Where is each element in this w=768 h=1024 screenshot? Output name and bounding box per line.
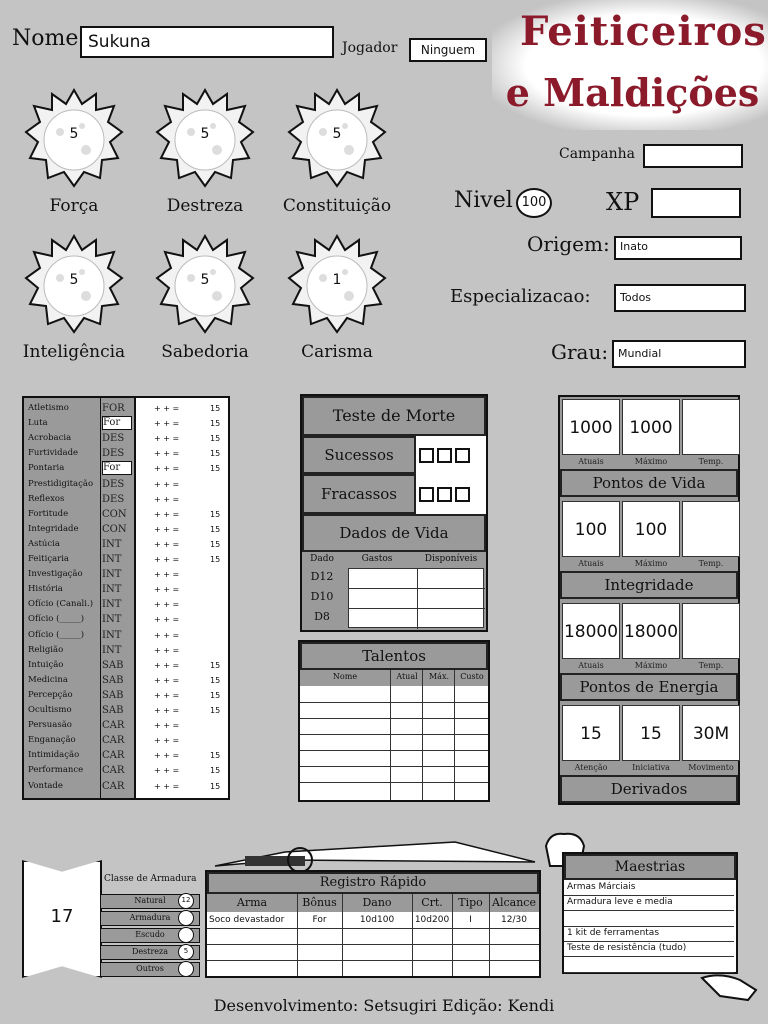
skill-row[interactable] [24,748,230,763]
skill-name: Ofício (_____) [28,614,85,625]
skill-modifiers: + + = [154,404,180,413]
skill-attribute: CON [102,508,127,520]
skill-row[interactable] [24,597,230,612]
skill-attribute: DES [102,448,125,460]
skill-modifiers: + + = [154,464,180,474]
stat-value[interactable]: 100 [622,501,680,557]
mastery-item[interactable]: Teste de resistência (tudo) [564,941,734,957]
skill-attribute: INT [102,599,122,611]
skill-row[interactable] [24,492,230,507]
quick-cell[interactable]: 12/30 [501,915,527,925]
skill-row[interactable] [24,703,230,718]
skill-attribute: INT [102,614,122,626]
quick-col-header: Alcance [492,896,536,909]
stats-panel [558,395,740,805]
mastery-item[interactable]: Armadura leve e media [564,895,734,911]
skill-attribute: CON [102,523,127,535]
grau-label: Grau: [551,340,609,364]
hitdice-col-disp: Disponíveis [424,554,478,564]
skill-modifiers: + + = [154,721,180,731]
skill-attribute: CAR [102,765,125,777]
quick-col-header: Arma [236,896,268,909]
nivel-label: Nivel [454,188,513,213]
armor-row: Natural [100,894,200,909]
name-label: Nome [12,26,79,51]
skill-row[interactable] [24,567,230,582]
skill-row[interactable] [24,461,230,476]
success-label: Sucessos [302,436,416,474]
talents-col-max: Máx. [428,672,449,681]
skill-name: Atletismo [28,403,69,413]
hitdice-d12: D12 [310,570,334,583]
skill-attribute: DES [102,493,125,505]
hitdice-col-dado: Dado [310,554,334,564]
title-line-2: e Maldições [505,70,760,115]
attribute-value[interactable]: 5 [332,126,342,142]
talents-header [300,670,488,686]
stat-sublabel: Iniciativa [632,763,670,772]
sword-decoration [205,826,545,876]
stat-sublabel: Atenção [574,763,608,772]
skill-total: 15 [210,781,221,791]
skill-attribute: INT [102,569,122,581]
skill-name: Astúcia [28,538,60,549]
skill-modifiers: + + = [154,434,180,444]
skill-attribute: FOR [102,403,125,414]
skill-row[interactable] [24,643,230,658]
armor-row-value[interactable] [178,910,194,926]
armor-row: Destreza [100,945,200,960]
attribute-name: Carisma [301,342,373,362]
skill-name: Acrobacia [28,433,72,444]
skill-row[interactable] [24,779,230,794]
skill-name: Ofício (_____) [28,629,85,640]
talents-col-nome: Nome [332,672,358,681]
mastery-item[interactable] [564,911,734,927]
stat-section-title: Integridade [560,571,738,599]
skill-attribute: CAR [102,720,125,732]
skill-modifiers: + + = [154,555,180,564]
skill-row[interactable] [24,612,230,627]
hitdice-title: Dados de Vida [302,514,486,552]
stat-sublabel: Temp. [698,457,724,466]
talent-row-line [300,782,488,783]
talents-col-custo: Custo [460,672,484,681]
talent-row-line [300,750,488,751]
skill-name: Integridade [28,523,79,534]
success-check-3[interactable] [455,448,470,463]
skill-modifiers: + + = [154,449,180,459]
skill-modifiers: + + = [154,509,180,519]
skill-attribute: DES [102,433,125,445]
skill-name: Pontaria [28,463,65,474]
attribute-value[interactable]: 5 [69,272,79,288]
skill-name: Vontade [28,780,63,791]
quick-col-header: Crt. [421,896,443,909]
attribute-name: Destreza [166,196,244,216]
skill-modifiers: + + = [154,675,180,685]
fail-check-3[interactable] [455,487,470,502]
xp-label: XP [606,188,640,216]
campanha-input[interactable] [643,144,743,168]
especializacao-label: Especializacao: [450,286,591,307]
skill-name: Feitiçaria [28,554,69,564]
stat-value[interactable]: 1000 [622,399,680,455]
skill-row[interactable] [24,582,230,597]
skill-row[interactable] [24,431,230,446]
stat-sublabel: Máximo [634,661,668,670]
skill-modifiers: + + = [154,706,180,715]
skill-total: 15 [210,706,221,715]
skill-name: Ocultismo [28,705,72,715]
skill-modifiers: + + = [154,585,180,595]
skill-name: Ofício (Canali.) [28,599,94,610]
quick-cell[interactable]: Soco devastador [209,915,285,925]
skill-name: Enganação [28,735,76,746]
skill-name: Performance [28,765,84,776]
skill-name: Prestidigitação [28,478,94,489]
armor-row: Escudo [100,928,200,943]
stat-value[interactable]: 18000 [622,603,680,659]
skill-total: 15 [210,675,221,685]
skill-name: Reflexos [28,493,65,504]
armor-row-value[interactable]: 5 [178,944,194,960]
hitdice-col-gastos: Gastos [361,554,393,564]
fail-check-1[interactable] [419,487,434,502]
attribute-value[interactable]: 1 [332,272,342,288]
footer-credits: Desenvolvimento: Setsugiri Edição: Kendi [213,996,555,1015]
skill-attribute: INT [102,584,122,596]
campanha-label: Campanha [559,146,636,162]
attribute-value[interactable]: 5 [200,126,210,142]
armor-title: Classe de Armadura [104,874,197,884]
skill-attribute: CAR [102,735,125,747]
skill-row[interactable] [24,446,230,461]
stat-value[interactable] [682,603,740,659]
armor-row: Outros [100,962,200,977]
skill-name: História [28,584,63,595]
skill-row[interactable] [24,763,230,778]
skill-modifiers: + + = [154,660,180,670]
talent-col-line [422,670,423,800]
skill-row[interactable] [24,658,230,673]
death-panel [300,394,488,632]
success-check-2[interactable] [437,448,452,463]
skill-total: 15 [210,766,221,776]
skill-row[interactable] [24,522,230,537]
talent-row-line [300,702,488,703]
quick-col-line [412,894,413,976]
mastery-item[interactable]: Armas Márciais [564,880,734,896]
skill-total: 15 [210,751,221,761]
skill-total: 15 [210,555,221,564]
stat-sublabel: Temp. [698,661,724,670]
skill-total: 15 [210,660,221,670]
stat-sublabel: Atuais [578,661,604,670]
stat-value[interactable]: 15 [562,705,620,761]
name-input[interactable]: Sukuna [80,26,334,58]
quick-col-line [297,894,298,976]
skill-total: 15 [210,509,221,519]
skills-panel [22,396,230,800]
talent-row-line [300,766,488,767]
fail-label: Fracassos [302,474,416,514]
title-line-1: Feiticeiros [520,8,767,55]
quick-col-header: Tipo [458,896,483,909]
attribute-name: Inteligência [22,342,126,362]
origem-input[interactable]: Inato [614,236,742,260]
skill-modifiers: + + = [154,615,180,625]
attribute-name: Força [49,196,99,216]
hitdice-d10: D10 [310,590,334,603]
skill-modifiers: + + = [154,570,180,580]
talents-col-atual: Atual [396,672,418,681]
skill-attribute: INT [102,644,122,656]
stat-value[interactable] [682,501,740,557]
skill-attribute: INT [102,629,122,641]
skill-total: 15 [210,434,221,444]
skill-name: Religião [28,644,64,655]
skill-attribute: SAB [102,659,124,671]
skill-name: Percepção [28,689,73,700]
stat-sublabel: Atuais [578,559,604,568]
skill-row[interactable] [24,477,230,492]
armor-row-value[interactable] [178,961,194,977]
success-check-1[interactable] [419,448,434,463]
talent-col-line [454,670,455,800]
skill-total: 15 [210,464,221,474]
skill-modifiers: + + = [154,539,180,549]
skill-modifiers: + + = [154,751,180,761]
stat-section-title: Pontos de Vida [560,469,738,497]
skill-modifiers: + + = [154,645,180,655]
skill-modifiers: + + = [154,524,180,534]
skill-name: Medicina [28,674,68,685]
player-label: Jogador [342,40,398,56]
skill-row[interactable] [24,688,230,703]
skill-modifiers: + + = [154,781,180,791]
skill-total: 15 [210,419,221,429]
skill-name: Luta [28,418,48,429]
skill-modifiers: + + = [154,600,180,610]
quick-col-line [489,894,490,976]
origem-label: Origem: [527,232,610,256]
quick-panel [205,870,541,978]
skill-row[interactable] [24,537,230,552]
stat-value[interactable] [682,399,740,455]
success-checks [416,436,486,474]
skill-modifiers: + + = [154,630,180,640]
death-title: Teste de Morte [302,396,486,436]
armor-row: Armadura [100,911,200,926]
xp-input[interactable] [651,188,741,218]
skill-attribute: CAR [102,750,125,762]
stat-section-title: Derivados [560,775,738,803]
skills-list [24,401,230,797]
stat-value[interactable]: 18000 [562,603,620,659]
talent-col-line [390,670,391,800]
quick-col-header: Bônus [302,896,337,909]
stat-sublabel: Movimento [688,763,734,772]
skill-name: Intuição [28,659,64,670]
skill-total: 15 [210,524,221,534]
quick-cell[interactable]: For [312,915,327,925]
hitdice-table [302,552,486,630]
talents-panel [298,640,490,802]
quick-cell[interactable]: 10d200 [414,915,450,925]
talent-row-line [300,734,488,735]
skill-modifiers: + + = [154,479,180,489]
stat-value[interactable]: 30M [682,705,740,761]
mastery-item[interactable]: 1 kit de ferramentas [564,926,734,942]
hitdice-values[interactable] [348,568,484,628]
nivel-input[interactable]: 100 [516,188,552,218]
skill-attribute: SAB [102,674,124,686]
armor-row-value[interactable]: 12 [178,893,194,909]
talent-row-line [300,718,488,719]
player-input[interactable]: Ninguem [409,38,487,62]
skill-attribute: INT [102,554,122,565]
fail-checks [416,474,486,514]
skill-name: Persuasão [28,720,72,731]
skill-row[interactable] [24,733,230,748]
skill-attribute[interactable]: For [102,461,132,475]
skill-attribute[interactable]: For [102,416,132,430]
skill-modifiers: + + = [154,494,180,504]
skill-modifiers: + + = [154,690,180,700]
skill-row[interactable] [24,416,230,431]
quick-col-header: Dano [362,896,392,909]
skill-attribute: SAB [102,705,124,716]
talents-rows[interactable] [300,686,488,800]
especializacao-input[interactable]: Todos [614,284,746,312]
skill-name: Investigação [28,569,83,580]
quick-col-line [452,894,453,976]
mastery-panel [562,852,738,974]
mastery-title: Maestrias [564,854,736,880]
quick-cell[interactable]: I [469,915,472,925]
skill-attribute: DES [102,478,125,490]
armor-value[interactable]: 17 [50,906,74,927]
attribute-name: Sabedoria [161,342,249,362]
skill-total: 15 [210,449,221,459]
skill-total: 15 [210,539,221,549]
stat-section-title: Pontos de Energia [560,673,738,701]
grau-input[interactable]: Mundial [612,340,746,368]
quick-cell[interactable]: 10d100 [359,915,395,925]
skill-row[interactable] [24,628,230,643]
stat-value[interactable]: 100 [562,501,620,557]
skill-modifiers: + + = [154,419,180,429]
skill-modifiers: + + = [154,736,180,746]
skill-total: 15 [210,404,221,413]
skill-row[interactable] [24,507,230,522]
skill-total: 15 [210,690,221,700]
fail-check-2[interactable] [437,487,452,502]
attribute-value[interactable]: 5 [69,126,79,142]
talents-title: Talentos [300,642,488,670]
stat-value[interactable]: 1000 [562,399,620,455]
stat-value[interactable]: 15 [622,705,680,761]
stat-sublabel: Máximo [634,559,668,568]
hitdice-d8: D8 [314,610,330,623]
skill-attribute: SAB [102,689,124,701]
skill-row[interactable] [24,673,230,688]
skill-row[interactable] [24,718,230,733]
skill-attribute: INT [102,538,122,550]
quick-title: Registro Rápido [207,872,539,894]
skill-name: Furtividade [28,448,79,459]
skill-attribute: CAR [102,780,125,792]
attribute-value[interactable]: 5 [200,272,210,288]
armor-row-value[interactable] [178,927,194,943]
skill-row[interactable] [24,552,230,567]
quick-col-line [342,894,343,976]
skill-modifiers: + + = [154,766,180,776]
stat-sublabel: Atuais [578,457,604,466]
skill-name: Fortitude [28,508,69,519]
stat-sublabel: Temp. [698,559,724,568]
attribute-name: Constituição [282,196,392,216]
stat-sublabel: Máximo [634,457,668,466]
skill-name: Intimidação [28,750,80,761]
skill-row[interactable] [24,401,230,416]
